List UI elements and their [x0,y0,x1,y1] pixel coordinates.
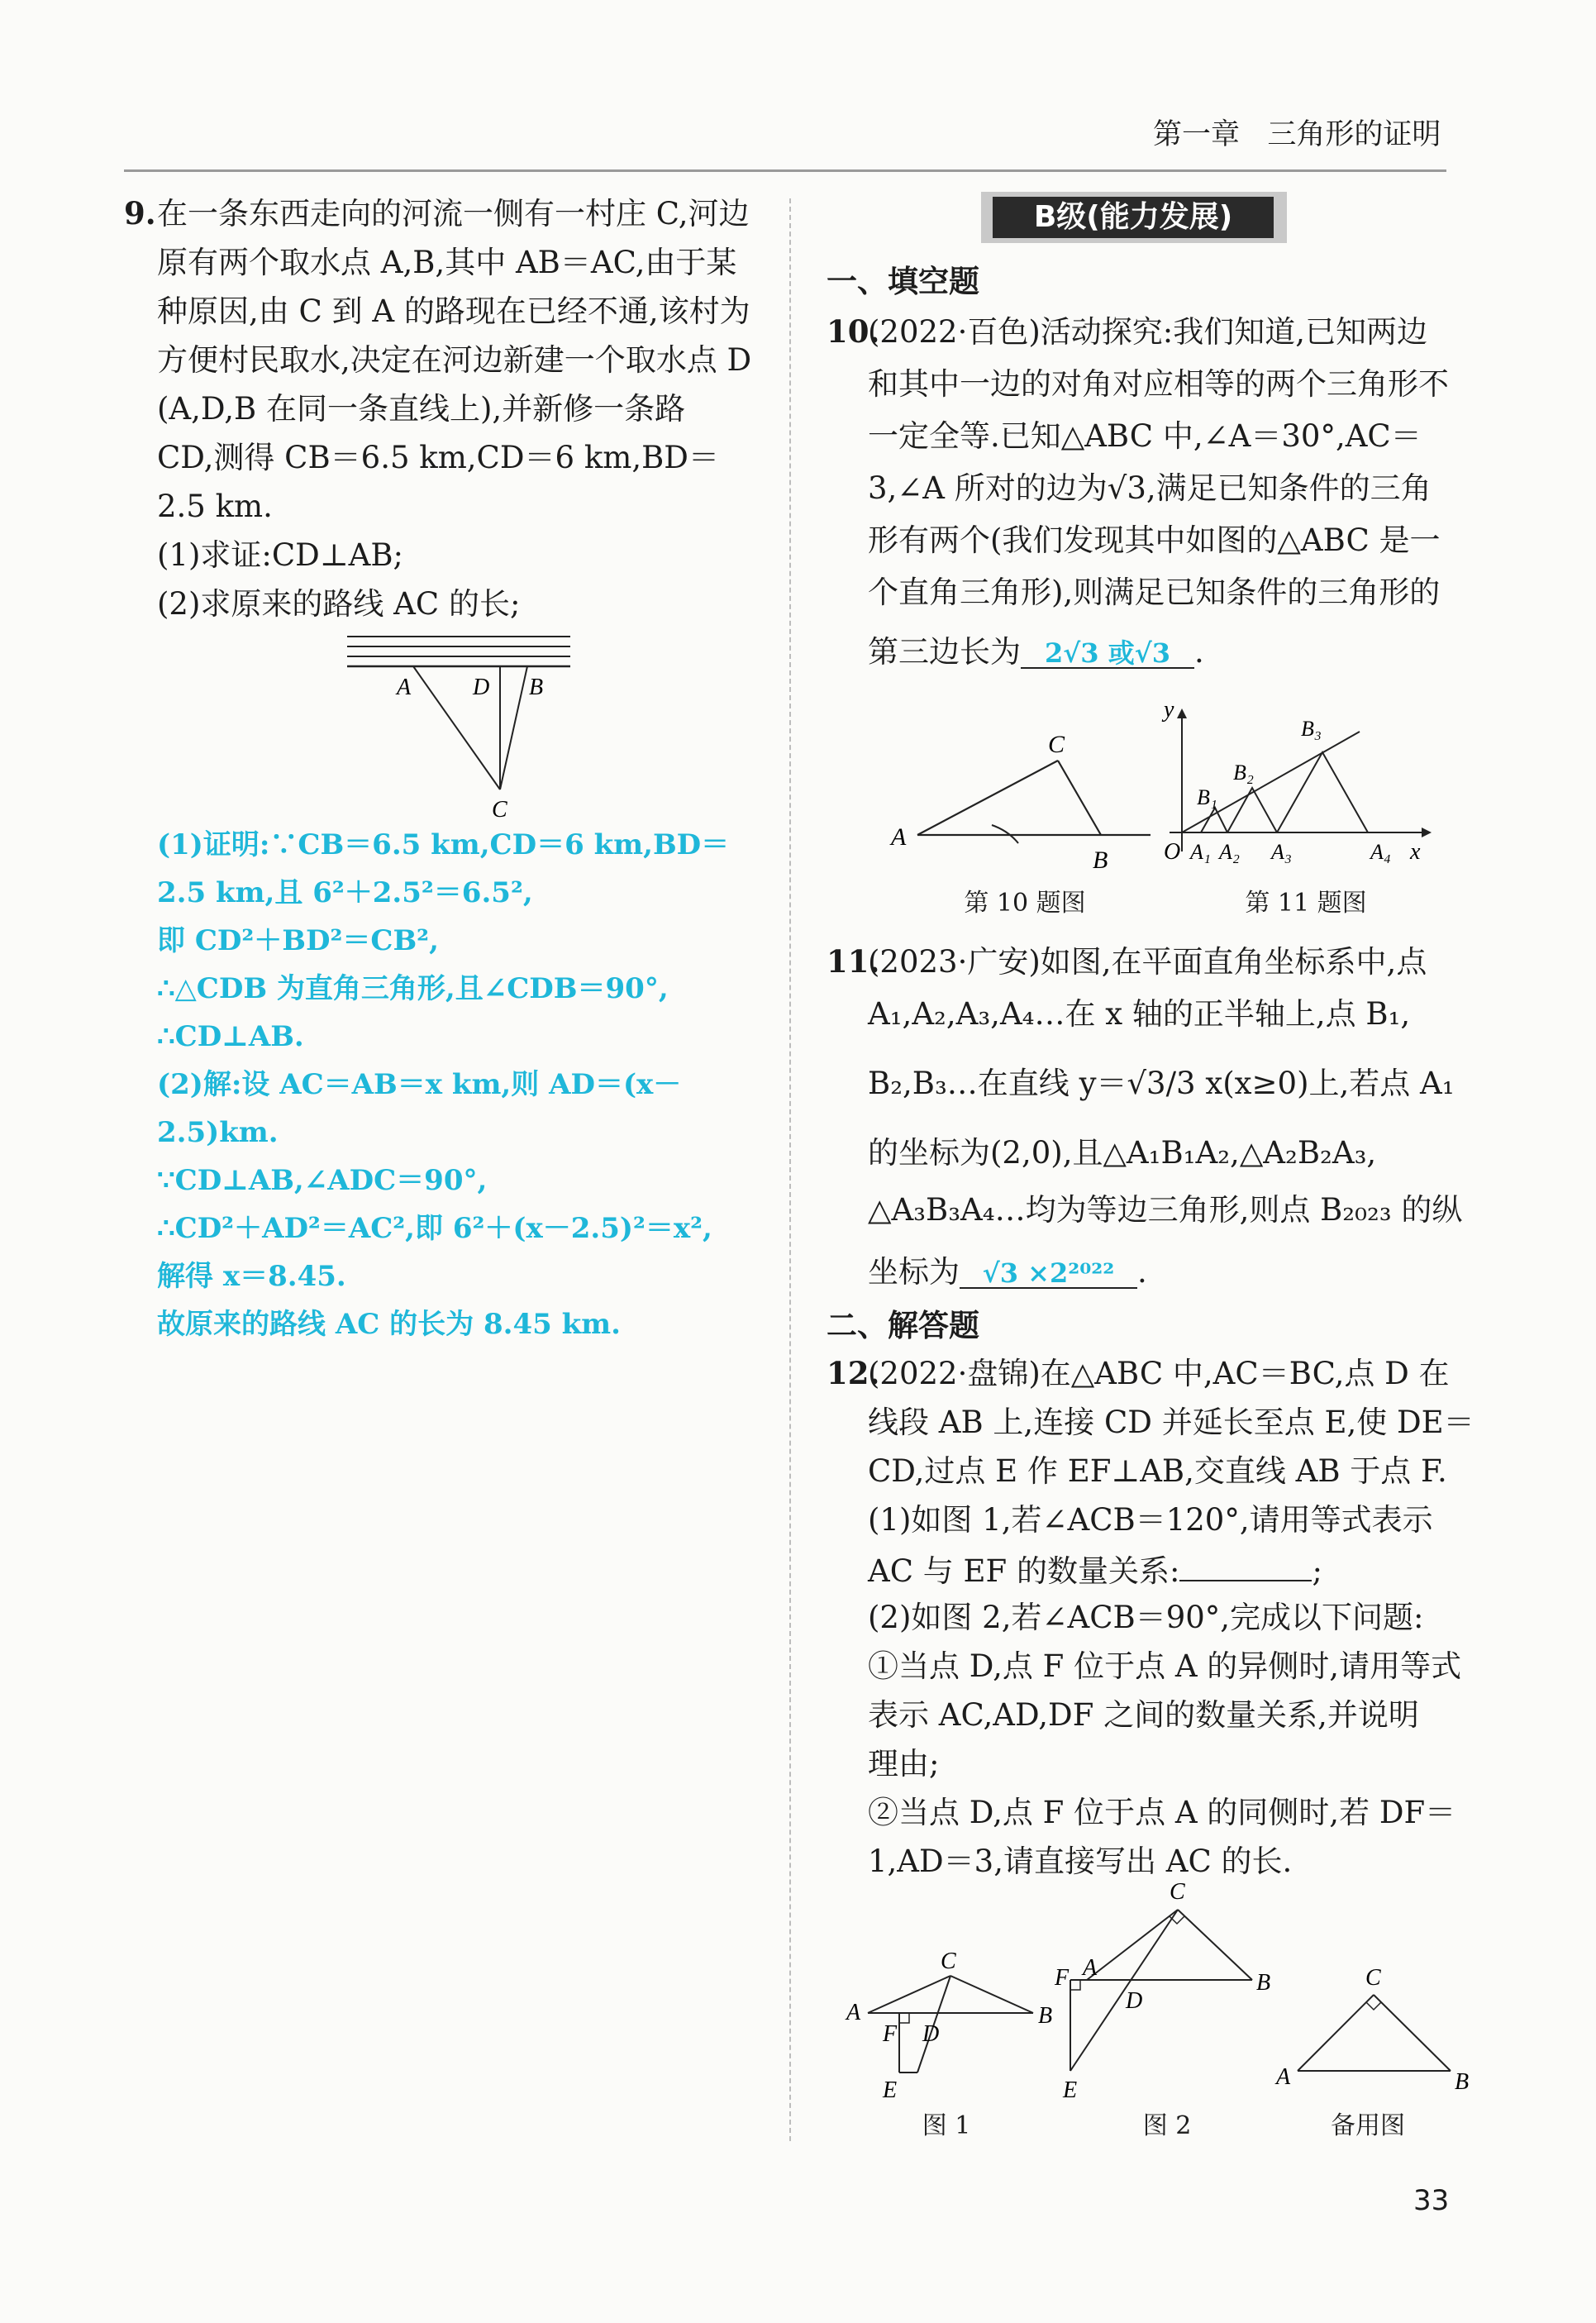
level-badge [981,192,1287,243]
q9-answer-9: ∴CD²＋AD²＝AC²,即 6²＋(x－2.5)²＝x², [157,1212,712,1245]
q9-answer-3: 即 CD²＋BD²＝CB², [157,924,439,957]
q9-answer-5: ∴CD⊥AB. [157,1020,304,1053]
q11-line-4: 的坐标为(2,0),且△A₁B₁A₂,△A₂B₂A₃, [868,1135,1377,1171]
page-number: 33 [1413,2184,1450,2217]
q10-figure [884,719,1157,876]
chapter-title: 三角形的证明 [1267,118,1441,151]
column-divider [789,198,791,2141]
q11-label-a3: A₃ [1271,840,1292,864]
q12-figure-2 [1054,1879,1270,2103]
q10-line-5: 形有两个(我们发现其中如图的△ABC 是一 [868,522,1441,558]
q12-figure-1 [845,1949,1052,2103]
q10-line-6: 个直角三角形),则满足已知条件的三角形的 [868,575,1441,610]
segment-bc [500,666,527,789]
q11-label-o: O [1164,839,1181,865]
label-a: A [397,675,412,700]
q11-triangle-2 [1227,788,1277,832]
q10-last-suffix: . [1194,634,1204,670]
q10-line-1: (2022·百色)活动探究:我们知道,已知两边 [868,314,1428,350]
spare-label-a: A [1276,2064,1291,2090]
q11-number: 11. [827,943,880,980]
q12-line-7: ①当点 D,点 F 位于点 A 的异侧时,请用等式 [868,1648,1462,1684]
q10-side-ac [917,761,1058,835]
q12-line-9: 理由; [868,1746,940,1782]
q11-last-suffix: . [1137,1254,1147,1290]
q11-figure [1149,699,1446,876]
q11-label-a4: A₄ [1370,840,1391,864]
chapter-number: 第一章 [1153,118,1241,151]
q10-line-2: 和其中一边的对角对应相等的两个三角形不 [868,366,1449,402]
q11-line-5: △A₃B₃A₄…均为等边三角形,则点 B₂₀₂₃ 的纵 [868,1192,1463,1228]
q11-line-1: (2023·广安)如图,在平面直角坐标系中,点 [868,944,1427,980]
q10-label-c: C [1048,731,1065,758]
q10-side-cb [1058,761,1101,835]
section-fill-in: 一、填空题 [827,264,979,299]
q10-line-3: 一定全等.已知△ABC 中,∠A＝30°,AC＝ [868,418,1422,454]
q11-caption: 第 11 题图 [1245,889,1367,918]
header-rule [124,169,1446,172]
q9-answer-10: 解得 x＝8.45. [157,1260,346,1293]
q9-answer-1: (1)证明:∵CB＝6.5 km,CD＝6 km,BD＝ [157,828,730,861]
q11-label-y: y [1164,699,1174,723]
q11-label-b2: B₂ [1233,761,1254,785]
q12-line-5 [868,1553,1322,1589]
q11-line-6 [868,1254,1147,1290]
q9-answer-7: 2.5)km. [157,1116,279,1149]
q12-line-3: CD,过点 E 作 EF⊥AB,交直线 AB 于点 F. [868,1453,1447,1489]
q9-line-2: 原有两个取水点 A,B,其中 AB＝AC,由于某 [157,245,737,280]
q9-line-1: 在一条东西走向的河流一侧有一村庄 C,河边 [157,196,750,231]
label-c: C [492,797,507,823]
fig1-label-d: D [922,2021,940,2047]
q12-line-4: (1)如图 1,若∠ACB＝120°,请用等式表示 [868,1502,1433,1538]
q9-answer-11: 故原来的路线 AC 的长为 8.45 km. [157,1308,621,1341]
q12-line-8: 表示 AC,AD,DF 之间的数量关系,并说明 [868,1697,1419,1733]
section-answer: 二、解答题 [827,1308,979,1343]
q11-answer-blank [960,1257,1137,1289]
q12-line-6: (2)如图 2,若∠ACB＝90°,完成以下问题: [868,1600,1424,1635]
q12-blank[interactable] [1179,1553,1312,1581]
q11-answer: √3 ×2²⁰²² [982,1257,1115,1289]
q9-answer-4: ∴△CDB 为直角三角形,且∠CDB＝90°, [157,972,669,1005]
spare-label-c: C [1365,1965,1381,1991]
q11-label-a1: A₁ [1190,840,1211,864]
q12-number: 12. [827,1355,880,1391]
q9-line-4: 方便村民取水,决定在河边新建一个取水点 D [157,342,752,378]
fig1-label-e: E [883,2077,898,2103]
q11-y-arrow [1177,708,1187,718]
fig2-label-a: A [1083,1955,1098,1981]
q9-answer-2: 2.5 km,且 6²＋2.5²＝6.5², [157,876,533,909]
q11-last-prefix: 坐标为 [868,1254,960,1290]
q10-answer-blank [1021,637,1194,669]
level-badge-text: B级(能力发展) [1033,200,1233,234]
q11-line-3: B₂,B₃…在直线 y＝√3/3 x(x≥0)上,若点 A₁ [868,1066,1455,1101]
q12-line5-text: AC 与 EF 的数量关系: [868,1553,1180,1589]
q12-figures [835,1872,1496,2120]
q9-part-1: (1)求证:CD⊥AB; [157,537,404,573]
q9-river-figure [331,628,595,827]
q12-line-11: 1,AD＝3,请直接写出 AC 的长. [868,1844,1293,1879]
q11-label-b3: B₃ [1301,717,1322,741]
q10-caption: 第 10 题图 [964,889,1086,918]
chapter-header [1153,118,1441,151]
q10-number: 10. [827,313,880,350]
q12-caption-3: 备用图 [1331,2111,1405,2140]
q12-line-10: ②当点 D,点 F 位于点 A 的同侧时,若 DF＝ [868,1795,1456,1830]
q9-line-3: 种原因,由 C 到 A 的路现在已经不通,该村为 [157,293,750,329]
fig1-label-b: B [1038,2003,1053,2029]
q10-last-prefix: 第三边长为 [868,634,1021,670]
q11-label-a2: A₂ [1219,840,1240,864]
q10-label-b: B [1093,847,1108,874]
fig1-label-f: F [883,2021,898,2047]
q12-line5-end: ; [1312,1553,1322,1589]
fig2-label-f: F [1055,1965,1070,1991]
q12-figure-spare [1274,1965,1469,2095]
q12-line-1: (2022·盘锦)在△ABC 中,AC＝BC,点 D 在 [868,1356,1450,1391]
fig2-label-c: C [1170,1879,1185,1905]
q11-label-b1: B₁ [1197,785,1217,809]
q9-line-7: 2.5 km. [157,489,273,524]
label-b: B [529,675,544,700]
q10-answer: 2√3 或√3 [1044,637,1170,669]
q12-line-2: 线段 AB 上,连接 CD 并延长至点 E,使 DE＝ [868,1405,1475,1440]
q9-line-6: CD,测得 CB＝6.5 km,CD＝6 km,BD＝ [157,440,719,475]
label-d: D [473,675,490,700]
q11-x-arrow [1422,828,1432,837]
q11-triangle-3 [1277,752,1368,832]
q10-line-4: 3,∠A 所对的边为√3,满足已知条件的三角 [868,470,1432,506]
q10-line-7 [868,634,1204,670]
fig2-label-e: E [1063,2077,1078,2103]
q9-part-2: (2)求原来的路线 AC 的长; [157,586,521,622]
fig2-label-b: B [1256,1970,1271,1996]
q12-caption-2: 图 2 [1142,2111,1192,2140]
q11-line-2: A₁,A₂,A₃,A₄…在 x 轴的正半轴上,点 B₁, [868,996,1411,1032]
fig2-label-d: D [1126,1988,1143,2014]
q9-number: 9. [124,195,156,231]
q9-answer-6: (2)解:设 AC＝AB＝x km,则 AD＝(x－ [157,1068,682,1101]
q11-label-x: x [1410,839,1421,865]
fig1-label-a: A [846,2000,861,2025]
q9-line-5: (A,D,B 在同一条直线上),并新修一条路 [157,391,686,427]
spare-label-b: B [1455,2069,1470,2095]
q9-answer-8: ∵CD⊥AB,∠ADC＝90°, [157,1164,488,1197]
q12-caption-1: 图 1 [922,2111,971,2140]
q10-label-a: A [891,823,907,851]
fig1-label-c: C [941,1949,956,1974]
